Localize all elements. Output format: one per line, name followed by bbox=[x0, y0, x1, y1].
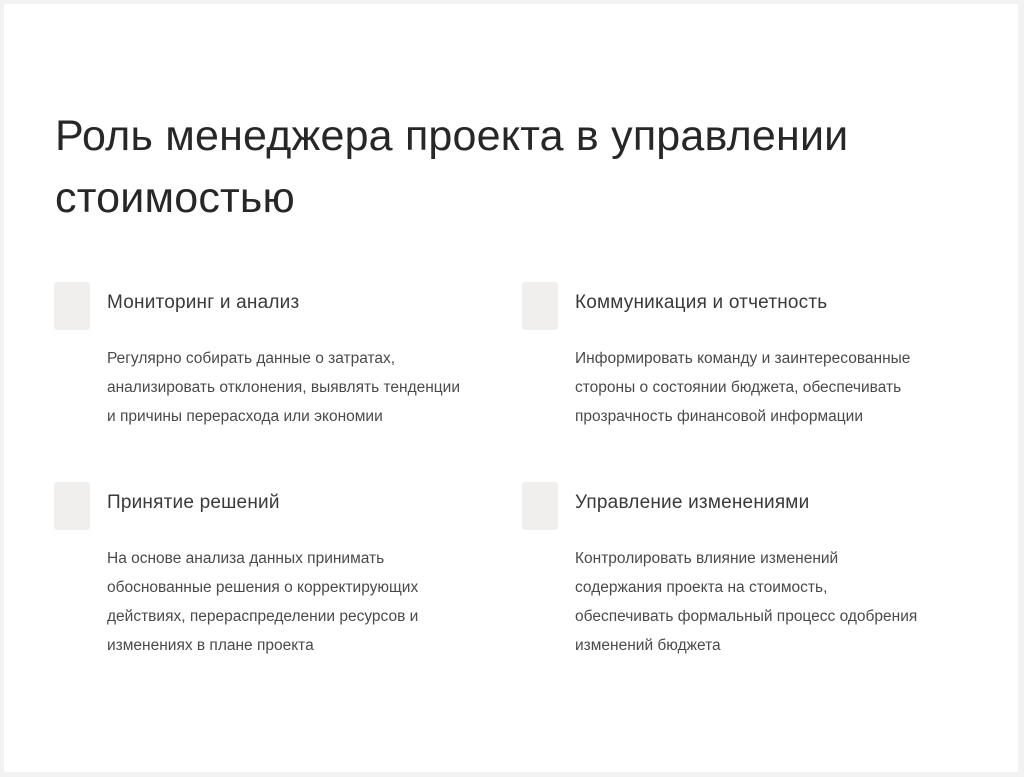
card-description-line: стороны о состоянии бюджета, обеспечивать bbox=[575, 379, 902, 396]
card-placeholder-icon bbox=[54, 482, 90, 530]
card-description-line: На основе анализа данных принимать bbox=[107, 550, 385, 567]
card-description bbox=[575, 344, 975, 431]
card-heading: Мониторинг и анализ bbox=[107, 292, 300, 313]
card-description-line: обоснованные решения о корректирующих bbox=[107, 579, 419, 596]
card-heading: Управление изменениями bbox=[575, 492, 810, 513]
card-description-line: и причины перерасхода или экономии bbox=[107, 408, 383, 425]
card-description-line: действиях, перераспределении ресурсов и bbox=[107, 608, 419, 625]
slide bbox=[4, 4, 1018, 772]
card-description bbox=[107, 544, 507, 660]
card-description-line: изменений бюджета bbox=[575, 637, 721, 654]
card-placeholder-icon bbox=[522, 482, 558, 530]
slide-title-line: Роль менеджера проекта в управлении bbox=[55, 112, 849, 160]
slide-title bbox=[55, 105, 935, 229]
card-description-line: Контролировать влияние изменений bbox=[575, 550, 839, 567]
card-description-line: Регулярно собирать данные о затратах, bbox=[107, 350, 396, 367]
card-description-line: изменениях в плане проекта bbox=[107, 637, 314, 654]
card-description-line: обеспечивать формальный процесс одобрения bbox=[575, 608, 918, 625]
card-description-line: анализировать отклонения, выявлять тенденции bbox=[107, 379, 460, 396]
slide-title-line: стоимостью bbox=[55, 174, 295, 222]
card-description-line: Информировать команду и заинтересованные bbox=[575, 350, 911, 367]
card-placeholder-icon bbox=[54, 282, 90, 330]
card-description bbox=[575, 544, 975, 660]
card-placeholder-icon bbox=[522, 282, 558, 330]
card-description bbox=[107, 344, 507, 431]
card-description-line: прозрачность финансовой информации bbox=[575, 408, 863, 425]
card-heading: Принятие решений bbox=[107, 492, 280, 513]
card-description-line: содержания проекта на стоимость, bbox=[575, 579, 828, 596]
card-heading: Коммуникация и отчетность bbox=[575, 292, 828, 313]
